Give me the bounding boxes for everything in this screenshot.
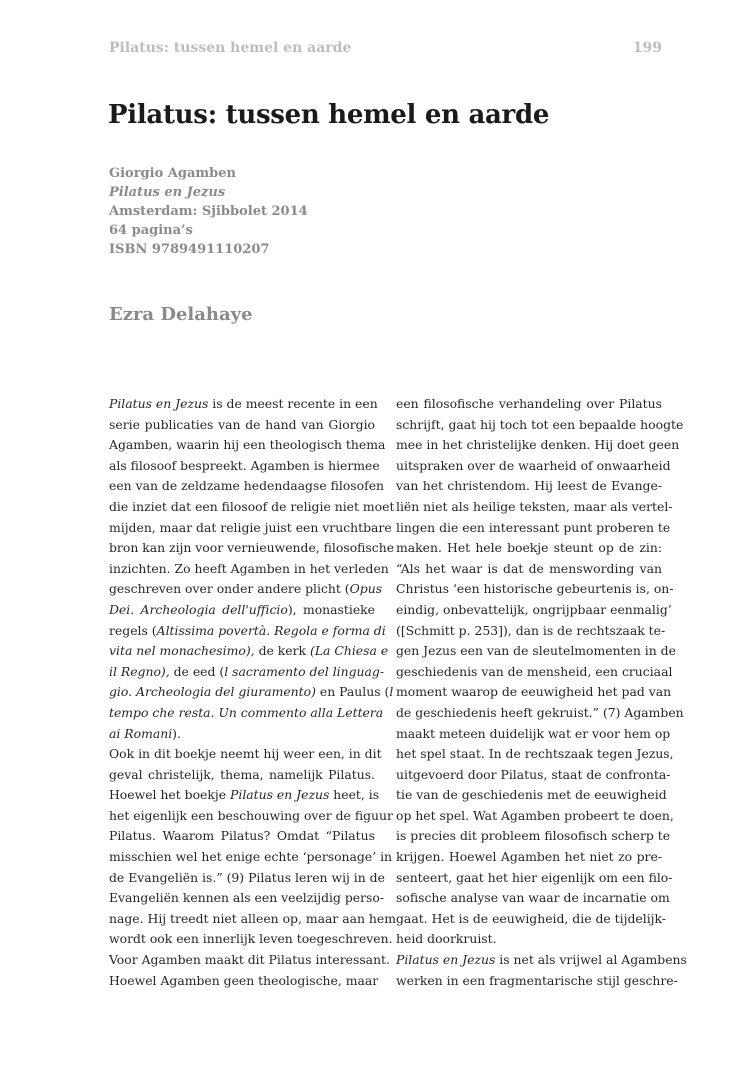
italic-text: Dei. Archeologia dell'ufficio <box>109 601 288 617</box>
body-line <box>396 785 667 806</box>
body-line <box>109 621 386 642</box>
body-text: liën niet als heilige teksten, maar als vertel- <box>396 498 673 514</box>
body-line <box>109 538 395 559</box>
body-line <box>109 868 385 889</box>
body-text: bron kan zijn voor vernieuwende, filosofische <box>109 540 395 556</box>
body-text: serie publicaties van de hand van Giorgio <box>109 416 375 432</box>
body-line <box>396 724 671 745</box>
body-text: van het christendom. Hij leest de Evange- <box>396 478 662 494</box>
body-line <box>109 785 380 806</box>
body-line <box>109 394 378 415</box>
book-info <box>109 164 308 259</box>
body-column-left <box>109 394 396 991</box>
body-line <box>109 600 375 621</box>
body-line <box>396 682 672 703</box>
body-line <box>396 641 676 662</box>
body-line <box>109 806 393 827</box>
body-text: uitspraken over de waarheid of onwaarheid <box>396 457 671 473</box>
body-text: het spel staat. In de rechtszaak tegen Jezus, <box>396 746 674 762</box>
body-line <box>109 971 379 992</box>
body-text: geschiedenis van de mensheid, een cruciaal <box>396 663 673 679</box>
body-line <box>396 621 666 642</box>
body-line <box>396 662 673 683</box>
body-line <box>109 888 385 909</box>
body-text: maakt meteen duidelijk wat er voor hem op <box>396 725 671 741</box>
body-line <box>109 559 389 580</box>
body-line <box>109 744 382 765</box>
body-line <box>109 765 375 786</box>
body-text: de eed ( <box>169 663 225 679</box>
body-text: een van de zeldzame hedendaagse filosofen <box>109 478 385 494</box>
italic-text: il Regno), <box>109 663 170 679</box>
body-line <box>396 909 666 930</box>
body-text: Voor Agamben maakt dit Pilatus interessant. <box>109 952 390 968</box>
body-line <box>109 950 390 971</box>
body-text: die inziet dat een filosoof de religie niet moet <box>109 498 395 514</box>
body-line <box>396 435 680 456</box>
body-text: mijden, maar dat religie juist een vruchtbare <box>109 519 392 535</box>
italic-text: Altissima povertà. Regola e forma di <box>156 622 386 638</box>
body-text: Hoewel Agamben geen theologische, maar <box>109 972 379 988</box>
book-author: Giorgio Agamben <box>109 166 236 181</box>
body-line <box>396 806 674 827</box>
body-line <box>396 538 662 559</box>
running-header-title: Pilatus: tussen hemel en aarde <box>109 40 352 56</box>
body-line <box>396 929 662 950</box>
page-number: 199 <box>632 40 662 56</box>
italic-text: l sacramento del linguag- <box>224 663 385 679</box>
body-text: geschreven over onder andere plicht ( <box>109 581 350 597</box>
body-text: moment waarop de eeuwigheid het pad van <box>396 684 672 700</box>
italic-text: Opus <box>349 581 383 597</box>
body-text: “Als het waar is dat de menswording van <box>396 560 662 576</box>
book-isbn: ISBN 9789491110207 <box>109 242 270 257</box>
body-text: wordt ook een innerlijk leven toegeschreven. <box>109 931 393 947</box>
body-text: is net als vrijwel al Agambens <box>495 952 687 968</box>
body-text: tie van de geschiedenis met de eeuwigheid <box>396 787 667 803</box>
body-line <box>396 971 678 992</box>
italic-text: tempo che resta. Un commento alla Lettera <box>109 704 384 720</box>
body-text: Evangeliën kennen als een veelzijdig perso- <box>109 890 385 906</box>
body-text: Agamben, waarin hij een theologisch thema <box>109 437 386 453</box>
body-text: de Evangeliën is.” (9) Pilatus leren wij in de <box>109 869 385 885</box>
body-text: lingen die een interessant punt proberen te <box>396 519 671 535</box>
body-text: sofische analyse van waar de incarnatie om <box>396 890 670 906</box>
body-text: gaat. Het is de eeuwigheid, die de tijdelijk- <box>396 910 666 926</box>
body-line <box>396 765 671 786</box>
body-line <box>396 950 687 971</box>
body-line <box>396 476 662 497</box>
body-line <box>396 600 672 621</box>
body-line <box>109 435 386 456</box>
review-author: Ezra Delahaye <box>109 304 253 325</box>
body-text: Pilatus. Waarom Pilatus? Omdat “Pilatus <box>109 828 375 844</box>
body-text: Hoewel het boekje <box>109 787 231 803</box>
body-text: ([Schmitt p. 253]), dan is de rechtszaak te- <box>396 622 666 638</box>
body-line <box>109 826 375 847</box>
body-line <box>109 703 384 724</box>
body-text: als filosoof bespreekt. Agamben is hiermee <box>109 457 380 473</box>
body-text: heid doorkruist. <box>396 931 497 947</box>
body-text: is precies dit probleem filosofisch scherp te <box>396 828 671 844</box>
body-line <box>109 415 375 436</box>
body-text: inzichten. Zo heeft Agamben in het verleden <box>109 560 389 576</box>
body-text: mee in het christelijke denken. Hij doet geen <box>396 437 680 453</box>
body-line <box>109 662 385 683</box>
body-line <box>396 847 662 868</box>
italic-text: Pilatus en Jezus <box>396 952 496 968</box>
body-line <box>396 518 671 539</box>
body-text: uitgevoerd door Pilatus, staat de confronta- <box>396 766 671 782</box>
body-text: eindig, onbevattelijk, ongrijpbaar eenmalig’ <box>396 601 672 617</box>
body-line <box>396 579 674 600</box>
body-line <box>396 744 674 765</box>
body-text: werken in een fragmentarische stijl geschre- <box>396 972 678 988</box>
body-text: senteert, gaat het hier eigenlijk om een filo- <box>396 869 673 885</box>
body-line <box>396 456 671 477</box>
body-text: op het spel. Wat Agamben probeert te doen, <box>396 807 674 823</box>
body-column-right <box>396 394 687 991</box>
body-text: ), monastieke <box>287 601 375 617</box>
body-text: maken. Het hele boekje steunt op de zin: <box>396 540 662 556</box>
body-text: de geschiedenis heeft gekruist.” (7) Agamben <box>396 704 684 720</box>
body-text: regels ( <box>109 622 157 638</box>
body-text: de kerk <box>254 643 310 659</box>
body-line <box>396 888 670 909</box>
body-text: schrijft, gaat hij toch tot een bepaalde hoogte <box>396 416 684 432</box>
body-line <box>396 559 662 580</box>
body-text: misschien wel het enige echte ‘personage’ in <box>109 849 393 865</box>
body-text: is de meest recente in een <box>208 396 378 411</box>
book-title: Pilatus en Jezus <box>109 185 226 200</box>
body-line <box>109 497 395 518</box>
body-line <box>109 682 394 703</box>
body-text: Ook in dit boekje neemt hij weer een, in dit <box>109 746 382 762</box>
body-line <box>109 909 396 930</box>
italic-text: gio. Archeologia del giuramento) <box>109 684 316 700</box>
body-line <box>109 929 393 950</box>
body-text: ). <box>172 725 181 741</box>
body-text: Christus ‘een historische gebeurtenis is, on- <box>396 581 674 597</box>
body-line <box>109 579 383 600</box>
body-line <box>109 724 375 745</box>
book-pages: 64 pagina’s <box>109 223 193 238</box>
book-publisher: Amsterdam: Sjibbolet 2014 <box>109 204 308 219</box>
body-line <box>109 641 389 662</box>
body-text: geval christelijk, thema, namelijk Pilatus. <box>109 766 375 782</box>
italic-text: (La Chiesa e <box>309 643 389 659</box>
body-text: een filosofische verhandeling over Pilatus <box>396 396 662 411</box>
body-text: nage. Hij treedt niet alleen op, maar aan hem <box>109 910 396 926</box>
body-line <box>109 476 385 497</box>
italic-text: Pilatus en Jezus <box>230 787 330 803</box>
body-text: gen Jezus een van de sleutelmomenten in de <box>396 643 676 659</box>
italic-text: vita nel monachesimo), <box>109 643 255 659</box>
body-text: het eigenlijk een beschouwing over de figuur <box>109 807 393 823</box>
italic-text: ai Romani <box>109 725 173 741</box>
body-text: en Paulus ( <box>315 684 390 700</box>
body-line <box>396 415 684 436</box>
body-line <box>396 703 684 724</box>
body-line <box>396 826 671 847</box>
italic-text: l <box>389 684 394 700</box>
italic-text: Pilatus en Jezus <box>109 396 209 411</box>
body-line <box>396 868 673 889</box>
body-line <box>396 497 673 518</box>
body-text: krijgen. Hoewel Agamben het niet zo pre- <box>396 849 662 865</box>
article-title: Pilatus: tussen hemel en aarde <box>108 100 550 130</box>
body-line <box>109 847 393 868</box>
body-line <box>109 456 380 477</box>
body-text: heet, is <box>329 787 380 803</box>
body-line <box>396 394 662 415</box>
body-line <box>109 518 392 539</box>
